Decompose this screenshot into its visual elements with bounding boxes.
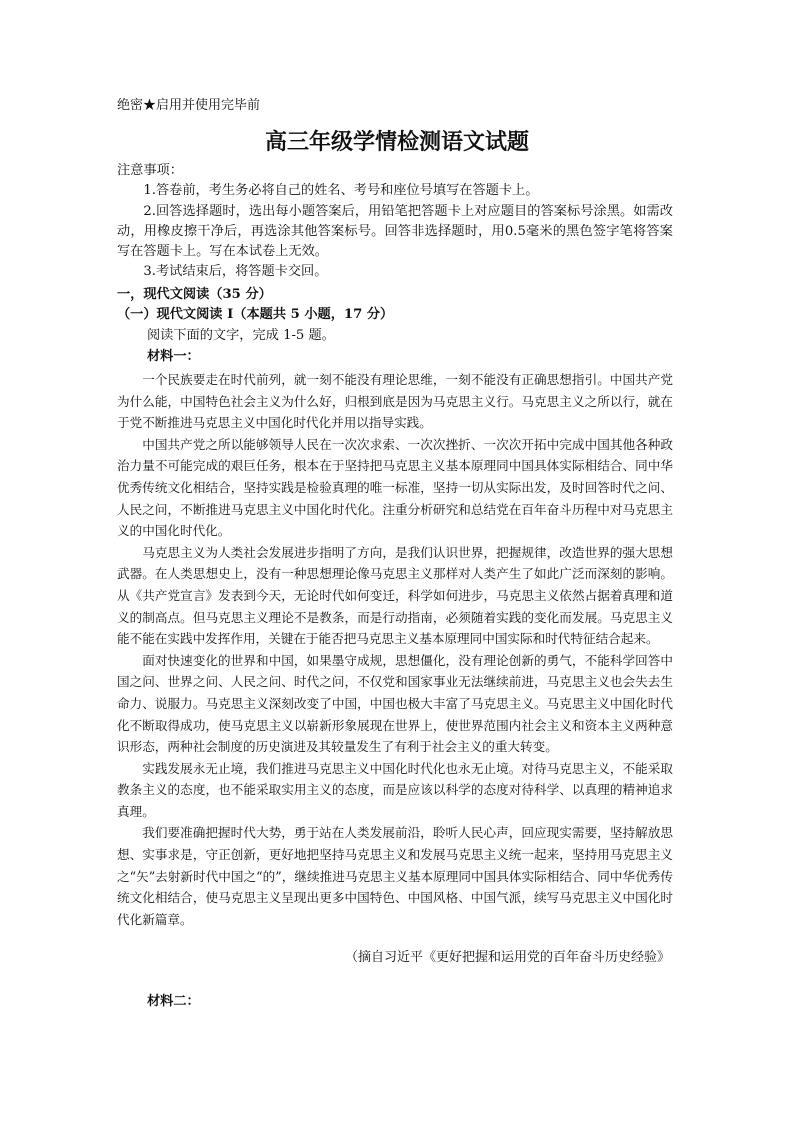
page-title: 高三年级学情检测语文试题 [264, 129, 529, 155]
exam-notes [117, 161, 673, 283]
note-item-1: 1.答卷前，考生务必将自己的姓名、考号和座位号填写在答题卡上。 [143, 183, 539, 199]
material-paragraph: 中国共产党之所以能够领导人民在一次次求索、一次次挫折、一次次开拓中完成中国其他各种政治力量不可能完成的艰巨任务，根本在于坚持把马克思主义基本原理同中国具体实际相结合、同中华优秀传统文化相结合，坚持实践是检验真理的唯一标准，坚持一切从实际出发，及时回答时代之问、人民之问，不断推进马克思主义中国化时代化。注重分析研究和总结党在百年奋斗历程中对马克思主义的中国化时代化。 [117, 436, 673, 539]
confidential-label: 绝密★启用并使用完毕前 [117, 98, 261, 113]
note-item-3: 3.考试结束后，将答题卡交回。 [143, 264, 328, 280]
material-paragraph: 面对快速变化的世界和中国，如果墨守成规，思想僵化，没有理论创新的勇气，不能科学回答中国之问、世界之问、人民之问、时代之问，不仅党和国家事业无法继续前进，马克思主义也会失去生命力、说服力。马克思主义深刻改变了中国，中国也极大丰富了马克思主义。马克思主义中国化时代化不断取得成功，使马克思主义以崭新形象展现在世界上，使世界范围内社会主义和资本主义两种意识形态，两种社会制度的历史演进及其较量发生了有利于社会主义的重大转变。 [117, 652, 673, 755]
notes-heading: 注意事项： [117, 163, 183, 178]
material-paragraph: 一个民族要走在时代前列，就一刻不能没有理论思维，一刻不能没有正确思想指引。中国共产党为什么能，中国特色社会主义为什么好，归根到底是因为马克思主义行。马克思主义之所以行，就在于党不断推进马克思主义中国化时代化并用以指导实践。 [117, 372, 673, 431]
material-one-label: 材料一： [147, 349, 200, 364]
material-two-label: 材料二： [147, 994, 200, 1009]
material-paragraph: 马克思主义为人类社会发展进步指明了方向，是我们认识世界，把握规律，改造世界的强大思想武器。在人类思想史上，没有一种思想理论像马克思主义那样对人类产生了如此广泛而深刻的影响。从《共产党宣言》发表到今天，无论时代如何变迁，科学如何进步，马克思主义依然占据着真理和道义的制高点。但马克思主义理论不是教条，而是行动指南，必须随着实践的变化而发展。马克思主义能不能在实践中发挥作用，关键在于能否把马克思主义基本原理同中国实际和时代特征结合起来。 [117, 544, 673, 647]
material-one-text [117, 369, 673, 930]
note-item-2: 2.回答选择题时，选出每小题答案后，用铅笔把答题卡上对应题目的答案标号涂黑。如需改动，用橡皮擦干净后，再选涂其他答案标号。回答非选择题时，用0.5毫米的黑色签字笔将答案写在答题卡上。写在本试卷上无效。 [117, 203, 673, 260]
section-title: 一，现代文阅读（35 分） [117, 287, 272, 302]
material-paragraph: 我们要准确把握时代大势，勇于站在人类发展前沿，聆听人民心声，回应现实需要，坚持解放思想、实事求是，守正创新，更好地把坚持马克思主义和发展马克思主义统一起来，坚持用马克思主义之“矢”去射新时代中国之“的”，继续推进马克思主义基本原理同中国具体实际相结合、同中华优秀传统文化相结合，使马克思主义呈现出更多中国特色、中国风格、中国气派，续写马克思主义中国化时代化新篇章。 [117, 825, 673, 927]
source-citation: （摘自习近平《更好把握和运用党的百年奋斗历史经验》 [344, 950, 670, 965]
reading-instruction: 阅读下面的文字，完成 1-5 题。 [147, 328, 335, 343]
subsection-title: （一）现代文阅读 I（本题共 5 小题，17 分） [117, 307, 394, 322]
material-paragraph: 实践发展永无止境，我们推进马克思主义中国化时代化也永无止境。对待马克思主义，不能采取教条主义的态度，也不能采取实用主义的态度，而是应该以科学的态度对待科学、以真理的精神追求真理。 [117, 760, 673, 819]
